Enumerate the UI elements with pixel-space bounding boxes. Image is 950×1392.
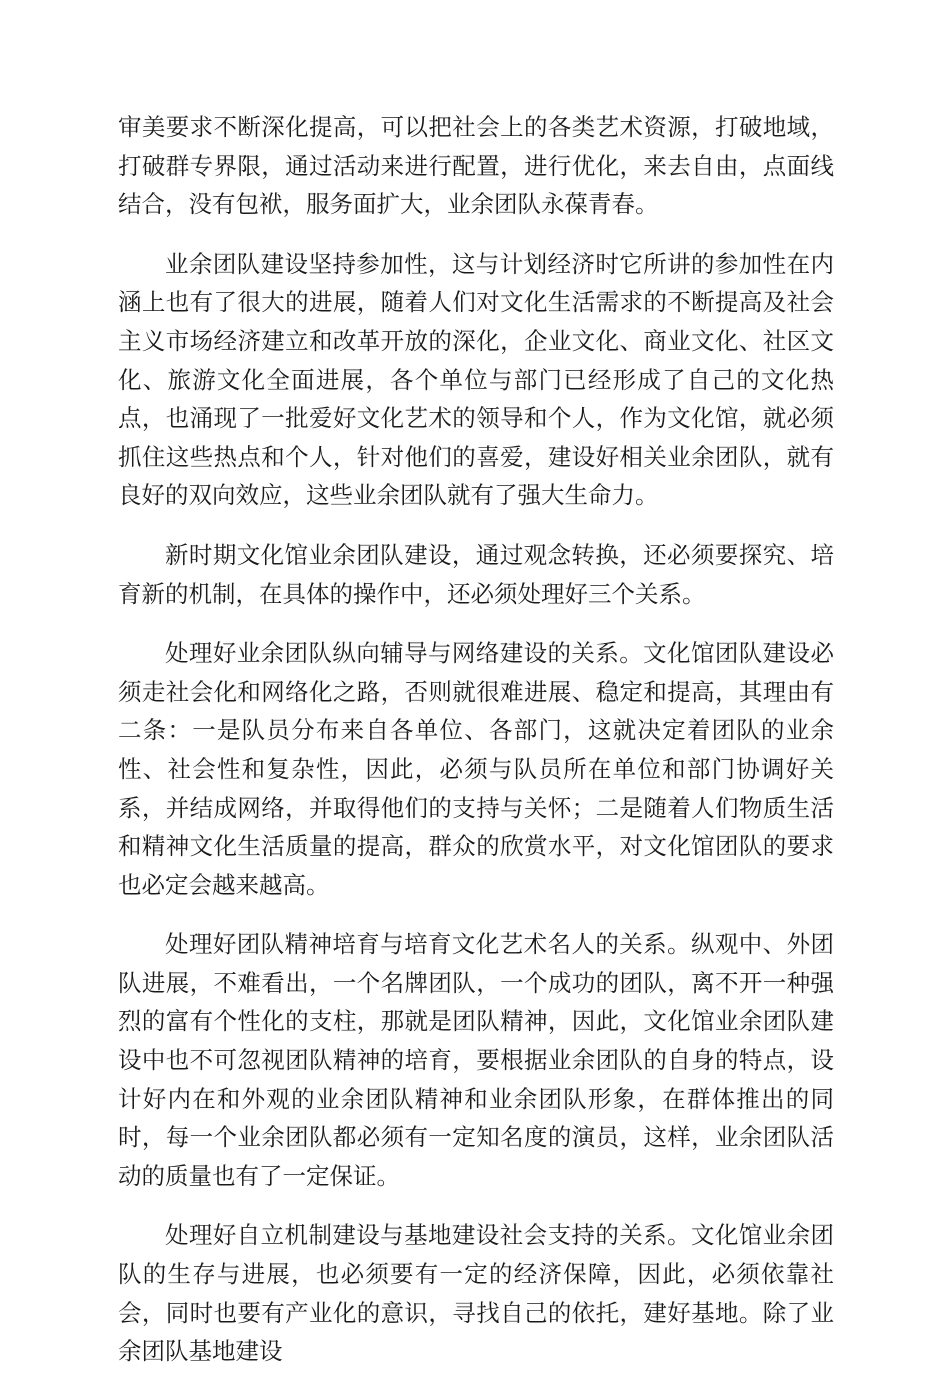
document-body [118,108,834,1392]
paragraph-continued: 审美要求不断深化提高，可以把社会上的各类艺术资源，打破地域，打破群专界限，通过活动来进行配置，进行优化，来去自由，点面线结合，没有包袱，服务面扩大，业余团队永葆青春。 [118,113,834,219]
paragraph-new-mechanism: 新时期文化馆业余团队建设，通过观念转换，还必须要探究、培育新的机制，在具体的操作中，还必须处理好三个关系。 [118,540,834,608]
paragraph-base-support-relation: 处理好自立机制建设与基地建设社会支持的关系。文化馆业余团队的生存与进展，也必须要有一定的经济保障，因此，必须依靠社会，同时也要有产业化的意识，寻找自己的依托，建好基地。除了业余团队基地建设 [118,1221,834,1366]
paragraph-team-spirit-relation: 处理好团队精神培育与培育文化艺术名人的关系。纵观中、外团队进展，不难看出，一个名牌团队，一个成功的团队，离不开一种强烈的富有个性化的支柱，那就是团队精神，因此，文化馆业余团队建设中也不可忽视团队精神的培育，要根据业余团队的自身的特点，设计好内在和外观的业余团队精神和业余团队形象，在群体推出的同时，每一个业余团队都必须有一定知名度的演员，这样，业余团队活动的质量也有了一定保证。 [118,930,834,1190]
paragraph-participation: 业余团队建设坚持参加性，这与计划经济时它所讲的参加性在内涵上也有了很大的进展，随着人们对文化生活需求的不断提高及社会主义市场经济建立和改革开放的深化，企业文化、商业文化、社区文化、旅游文化全面进展，各个单位与部门已经形成了自己的文化热点，也涌现了一批爱好文化艺术的领导和个人，作为文化馆，就必须抓住这些热点和个人，针对他们的喜爱，建设好相关业余团队，就有良好的双向效应，这些业余团队就有了强大生命力。 [118,249,834,510]
paragraph-network-relation: 处理好业余团队纵向辅导与网络建设的关系。文化馆团队建设必须走社会化和网络化之路，否则就很难进展、稳定和提高，其理由有二条：一是队员分布来自各单位、各部门，这就决定着团队的业余性、社会性和复杂性，因此，必须与队员所在单位和部门协调好关系，并结成网络，并取得他们的支持与关怀；二是随着人们物质生活和精神文化生活质量的提高，群众的欣赏水平，对文化馆团队的要求也必定会越来越高。 [118,639,834,899]
